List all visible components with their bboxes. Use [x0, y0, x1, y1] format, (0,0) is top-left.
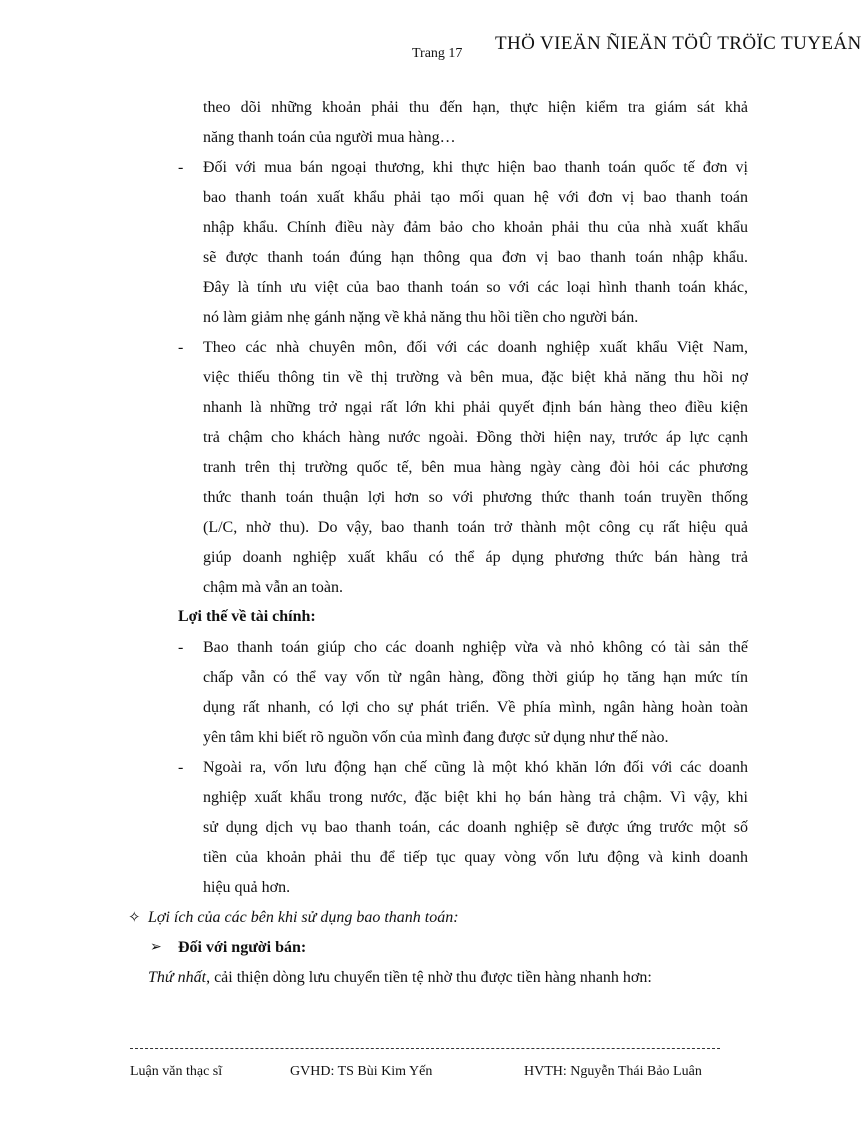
footer-right: HVTH: Nguyễn Thái Bảo Luân: [524, 1064, 702, 1079]
footer-left: Luận văn thạc sĩ: [130, 1064, 223, 1079]
paragraph-line: giúp doanh nghiệp xuất khẩu có thể áp dụng phương thức bán hàng trả: [203, 549, 748, 566]
bullet-dash: -: [178, 639, 184, 656]
paragraph-line: nhập khẩu. Chính điều này đảm bảo cho khoản phải thu của nhà xuất khẩu: [203, 219, 748, 236]
paragraph-line: Bao thanh toán giúp cho các doanh nghiệp vừa và nhỏ không có tài sản thế: [203, 639, 748, 656]
bullet-dash: -: [178, 759, 184, 776]
paragraph-line: Theo các nhà chuyên môn, đối với các doanh nghiệp xuất khẩu Việt Nam,: [203, 339, 748, 356]
subheading-italic: Lợi ích của các bên khi sử dụng bao thanh toán:: [148, 909, 459, 926]
paragraph-line: chậm mà vẫn an toàn.: [203, 579, 343, 596]
bullet-dash: -: [178, 339, 184, 356]
paragraph-line: thức thanh toán thuận lợi hơn so với phương thức thanh toán truyền thống: [203, 489, 748, 506]
four-point-star-icon: ✧: [128, 910, 141, 926]
arrow-bullet-icon: ➢: [150, 940, 162, 955]
paragraph-line: bao thanh toán xuất khẩu phải tạo mối quan hệ với đơn vị bao thanh toán: [203, 189, 748, 206]
paragraph-line: (L/C, nhờ thu). Do vậy, bao thanh toán trở thành một công cụ rất hiệu quả: [203, 519, 748, 536]
paragraph-line: sử dụng dịch vụ bao thanh toán, các doanh nghiệp sẽ được ứng trước một số: [203, 819, 748, 836]
section-heading: Lợi thế về tài chính:: [178, 608, 316, 625]
paragraph-line: tranh trên thị trường quốc tế, bên mua hàng ngày càng đòi hỏi các phương: [203, 459, 748, 476]
paragraph-line: hiệu quả hơn.: [203, 879, 291, 896]
paragraph-line: chấp vẫn có thể vay vốn từ ngân hàng, đồng thời giúp họ tăng hạn mức tín: [203, 669, 748, 686]
footer-divider: [130, 1048, 720, 1049]
bullet-dash: -: [178, 159, 184, 176]
subheading-bold: Đối với người bán:: [178, 939, 307, 956]
paragraph-line: năng thanh toán của người mua hàng…: [203, 129, 456, 146]
emphasis-rest: , cải thiện dòng lưu chuyển tiền tệ nhờ thu được tiền hàng nhanh hơn:: [206, 969, 652, 986]
paragraph-line: sẽ được thanh toán đúng hạn thông qua đơn vị bao thanh toán nhập khẩu.: [203, 249, 748, 266]
paragraph-line: nhanh là những trở ngại rất lớn khi phải quyết định bán hàng theo điều kiện: [203, 399, 748, 416]
paragraph-line: nó làm giảm nhẹ gánh nặng về khả năng thu hồi tiền cho người bán.: [203, 309, 639, 326]
paragraph-line: nghiệp xuất khẩu trong nước, đặc biệt khi họ bán hàng trả chậm. Vì vậy, khi: [203, 789, 748, 806]
paragraph-line: [148, 968, 652, 988]
page-number: Trang 17: [412, 46, 463, 61]
paragraph-line: Ngoài ra, vốn lưu động hạn chế cũng là một khó khăn lớn đối với các doanh: [203, 759, 748, 776]
paragraph-line: Đối với mua bán ngoại thương, khi thực hiện bao thanh toán quốc tế đơn vị: [203, 159, 748, 176]
paragraph-line: Đây là tính ưu việt của bao thanh toán so với các loại hình thanh toán khác,: [203, 279, 748, 296]
footer-middle: GVHD: TS Bùi Kim Yến: [290, 1064, 433, 1079]
paragraph-line: dụng rất nhanh, có lợi cho sự phát triển. Về phía mình, ngân hàng hoàn toàn: [203, 699, 748, 716]
paragraph-line: yên tâm khi biết rõ nguồn vốn của mình đang được sử dụng như thế nào.: [203, 729, 669, 746]
paragraph-line: trả chậm cho khách hàng nước ngoài. Đồng thời hiện nay, trước áp lực cạnh: [203, 429, 748, 446]
paragraph-line: theo dõi những khoản phải thu đến hạn, thực hiện kiểm tra giám sát khả: [203, 99, 748, 116]
emphasis: Thứ nhất: [148, 969, 207, 986]
site-title: THÖ VIEÄN ÑIEÄN TÖÛ TRÖÏC TUYEÁN: [495, 33, 862, 54]
paragraph-line: việc thiếu thông tin về thị trường và bên mua, đặc biệt khả năng thu hồi nợ: [203, 369, 748, 386]
paragraph-line: tiền của khoản phải thu để tiếp tục quay vòng vốn lưu động và kinh doanh: [203, 849, 748, 866]
